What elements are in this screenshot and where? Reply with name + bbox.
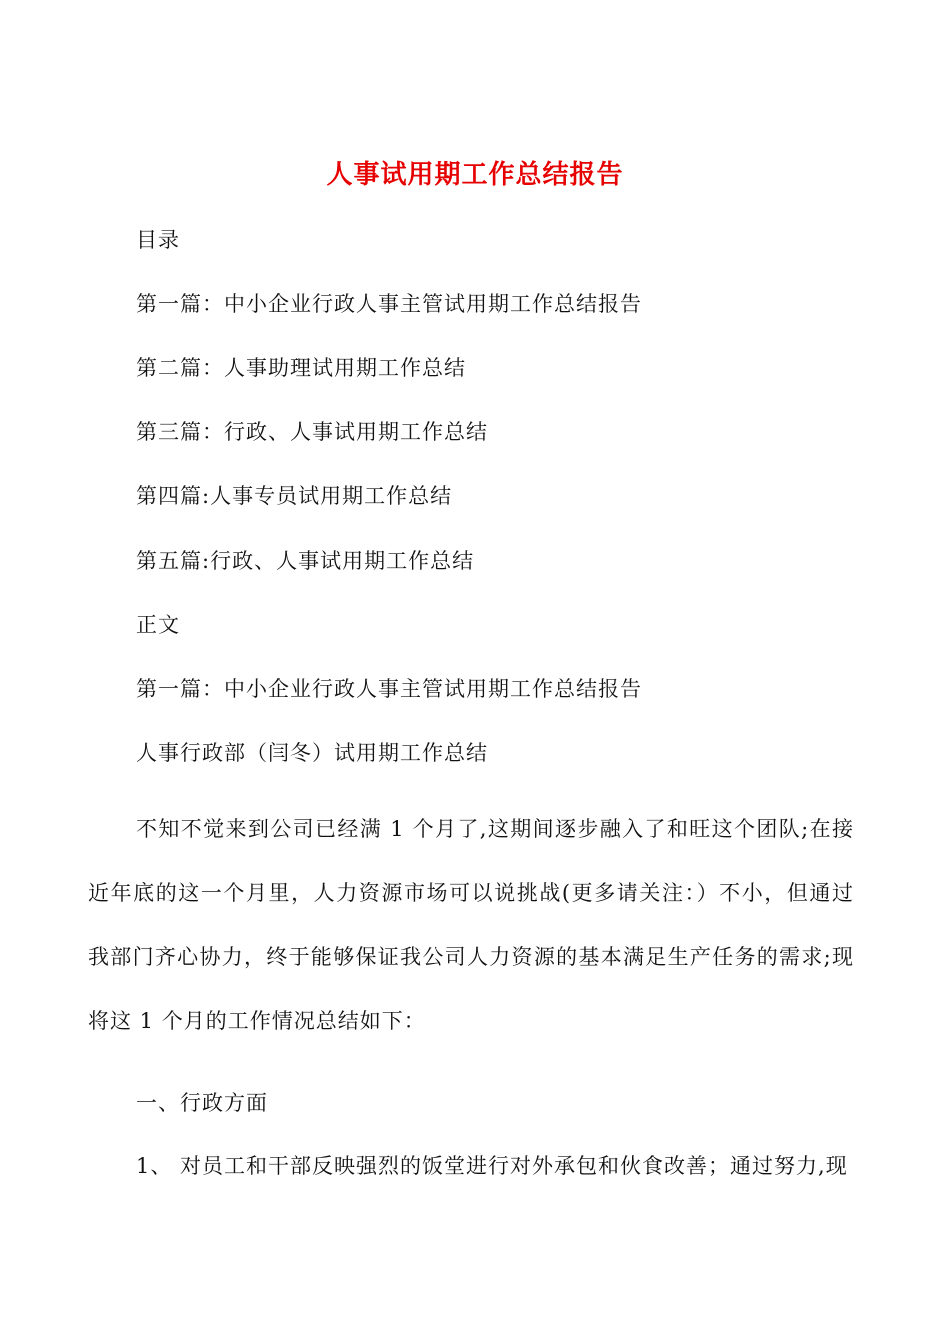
toc-item-2: 第二篇：人事助理试用期工作总结 xyxy=(136,356,466,380)
list-item-1: 1、 对员工和干部反映强烈的饭堂进行对外承包和伙食改善；通过努力,现 xyxy=(136,1154,848,1178)
toc-heading: 目录 xyxy=(136,228,180,252)
document-title: 人事试用期工作总结报告 xyxy=(326,160,624,190)
toc-item-1: 第一篇：中小企业行政人事主管试用期工作总结报告 xyxy=(136,292,642,316)
admin-heading: 一、行政方面 xyxy=(136,1091,268,1115)
toc-item-4: 第四篇:人事专员试用期工作总结 xyxy=(136,484,453,508)
section-subtitle: 人事行政部（闫冬）试用期工作总结 xyxy=(136,741,488,765)
section-title: 第一篇：中小企业行政人事主管试用期工作总结报告 xyxy=(136,677,642,701)
body-paragraph: 不知不觉来到公司已经满 1 个月了,这期间逐步融入了和旺这个团队;在接近年底的这一个月里，人力资源市场可以说挑战(更多请关注：）不小，但通过我部门齐心协力，终于能够保证我公司人力资源的基本满足生产任务的需求;现将这 1 个月的工作情况总结如下： xyxy=(88,817,854,1033)
body-heading: 正文 xyxy=(136,613,180,637)
toc-item-5: 第五篇:行政、人事试用期工作总结 xyxy=(136,549,475,573)
toc-item-3: 第三篇：行政、人事试用期工作总结 xyxy=(136,420,488,444)
